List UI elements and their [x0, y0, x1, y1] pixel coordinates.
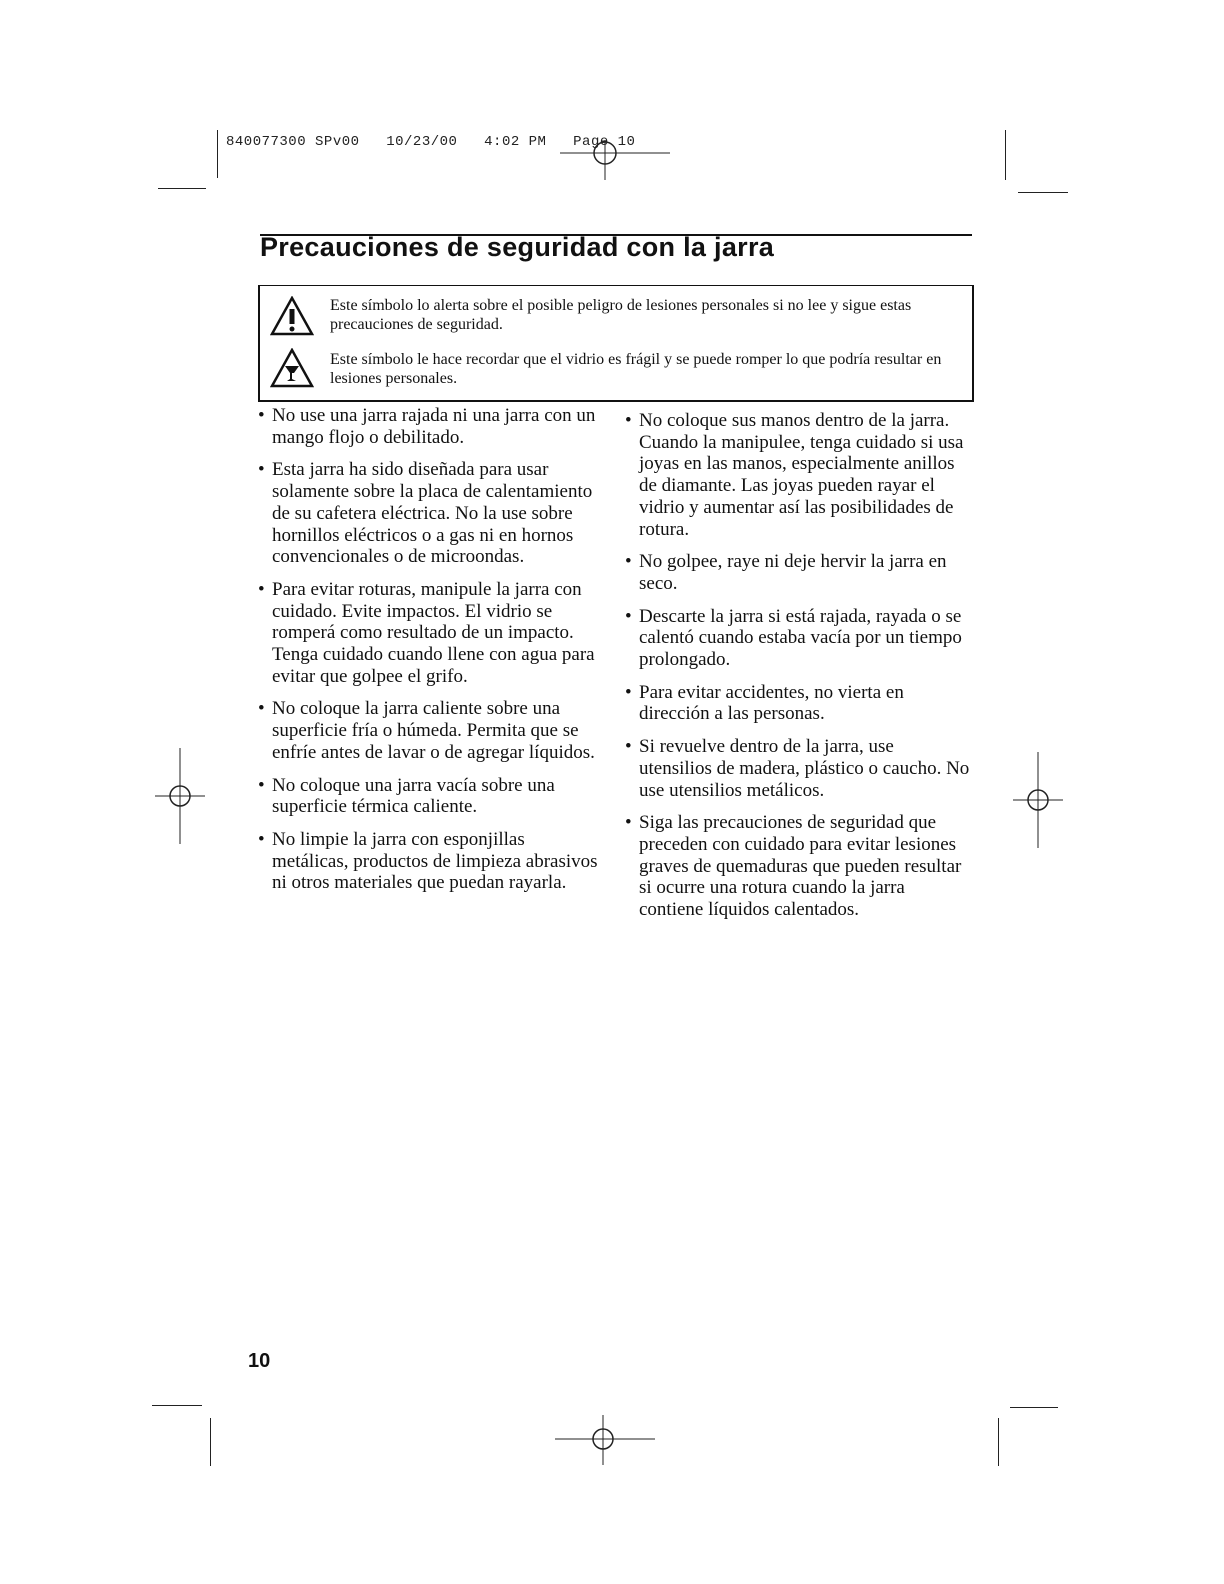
list-item: • No coloque sus manos dentro de la jarra. Cuando la manipulee, tenga cuidado si usa joyas en las manos, especialmente anillos de diamante. Las joyas pueden rayar el vidrio y aumentar así las posibilidades de rotura. — [625, 410, 970, 540]
crop-mark — [1018, 192, 1068, 193]
registration-mark-icon — [155, 748, 205, 844]
crop-mark — [217, 130, 218, 178]
list-item: • No use una jarra rajada ni una jarra con un mango flojo o debilitado. — [258, 405, 603, 448]
left-column — [258, 405, 603, 905]
list-item: • No coloque una jarra vacía sobre una superficie térmica caliente. — [258, 775, 603, 818]
list-item: • Esta jarra ha sido diseñada para usar solamente sobre la placa de calentamiento de su cafetera eléctrica. No la use sobre hornillos eléctricos o a gas ni en hornos convencionales o de microondas. — [258, 459, 603, 568]
page-title: Precauciones de seguridad con la jarra — [260, 232, 775, 262]
page-number: 10 — [248, 1350, 271, 1372]
safety-notice-box — [258, 285, 974, 402]
crop-mark — [158, 188, 206, 189]
notice-text: Este símbolo le hace recordar que el vidrio es frágil y se puede romper lo que podría resultar en lesiones personales. — [330, 351, 942, 387]
print-slug: 840077300 SPv00 10/23/00 4:02 PM Page 10 — [226, 134, 636, 150]
notice-text: Este símbolo lo alerta sobre el posible peligro de lesiones personales si no lee y sigue estas precauciones de seguridad. — [330, 297, 912, 333]
registration-mark-icon — [1013, 752, 1063, 848]
list-item: • Para evitar roturas, manipule la jarra con cuidado. Evite impactos. El vidrio se romperá como resultado de un impacto. Tenga cuidado cuando llene con agua para evitar que golpee el grifo. — [258, 579, 603, 688]
list-item: • No golpee, raye ni deje hervir la jarra en seco. — [625, 551, 970, 594]
broken-glass-warning-icon — [270, 348, 314, 388]
registration-mark-icon — [555, 1415, 655, 1465]
list-item: • No coloque la jarra caliente sobre una superficie fría o húmeda. Permita que se enfríe antes de lavar o de agregar líquidos. — [258, 698, 603, 763]
list-item: • Para evitar accidentes, no vierta en dirección a las personas. — [625, 682, 970, 725]
crop-mark — [152, 1405, 202, 1406]
list-item: • No limpie la jarra con esponjillas metálicas, productos de limpieza abrasivos ni otros materiales que puedan rayarla. — [258, 829, 603, 894]
crop-mark — [1005, 130, 1006, 180]
list-item: • Descarte la jarra si está rajada, rayada o se calentó cuando estaba vacía por un tiempo prolongado. — [625, 606, 970, 671]
crop-mark — [210, 1418, 211, 1466]
list-item: • Siga las precauciones de seguridad que preceden con cuidado para evitar lesiones graves de quemaduras que pueden resultar si ocurre una rotura cuando la jarra contiene líquidos calentados. — [625, 812, 970, 921]
crop-mark — [998, 1418, 999, 1466]
list-item: • Si revuelve dentro de la jarra, use utensilios de madera, plástico o caucho. No use utensilios metálicos. — [625, 736, 970, 801]
crop-mark — [1010, 1407, 1058, 1408]
right-column — [625, 410, 970, 932]
warning-exclamation-icon — [270, 296, 314, 336]
